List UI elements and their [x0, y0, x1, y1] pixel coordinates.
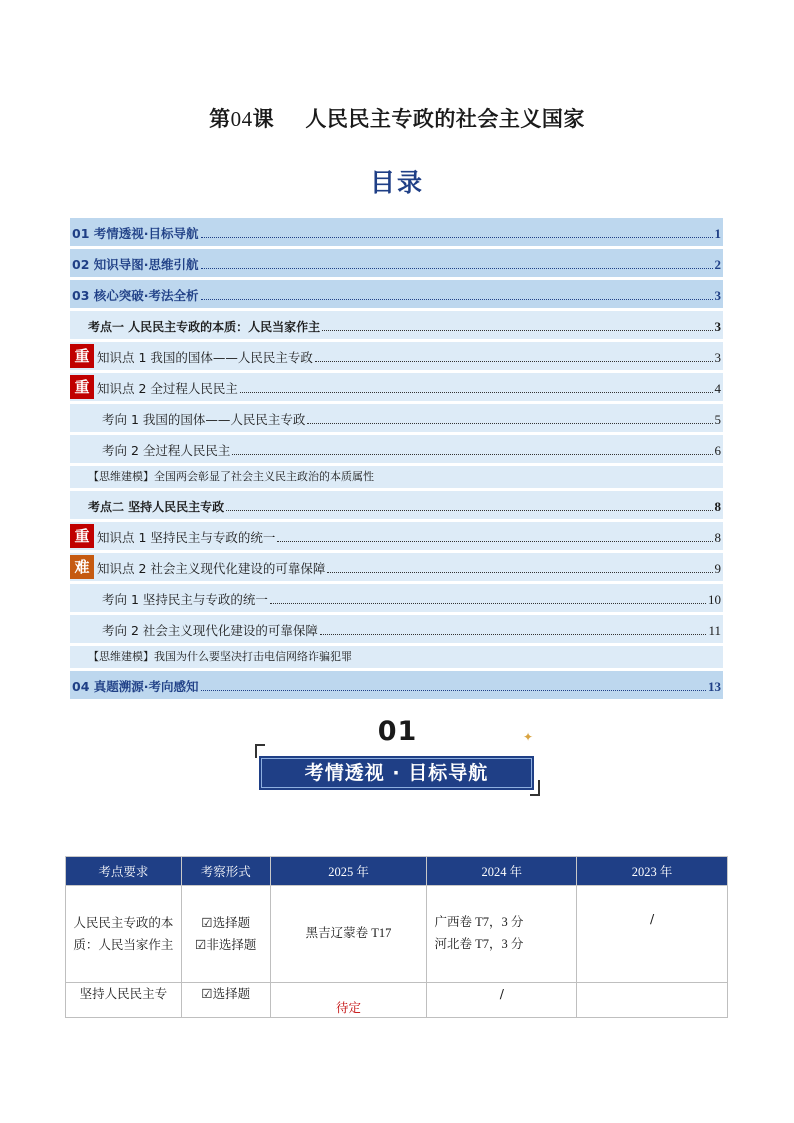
toc-entry[interactable]	[70, 280, 723, 308]
toc-entry-label: 【思维建模】全国两会彰显了社会主义民主政治的本质属性	[88, 470, 374, 483]
document-title: 第04课 人民民主专政的社会主义国家	[209, 107, 585, 131]
year-2025-cell: 黑吉辽蒙卷 T17	[270, 886, 427, 983]
toc-entry-label: 考向 2 全过程人民民主	[102, 443, 231, 458]
toc-page-number: 11	[708, 623, 721, 638]
section-title: 考情透视 · 目标导航	[304, 762, 489, 784]
header-cell: 2025 年	[270, 857, 427, 886]
key-point-tag: 重	[70, 524, 94, 548]
toc-heading: 目录	[369, 168, 424, 197]
dot-leader	[277, 541, 712, 542]
dot-leader	[232, 454, 712, 455]
toc-entry[interactable]	[70, 491, 723, 519]
toc-entry[interactable]	[70, 404, 723, 432]
dot-leader	[327, 572, 712, 573]
table-row	[66, 886, 728, 983]
toc-entry-label: 04 真题溯源·考向感知	[72, 679, 199, 694]
year-2023-cell	[577, 983, 728, 1018]
dot-leader	[322, 330, 712, 331]
toc-entry-label: 01 考情透视·目标导航	[72, 226, 199, 241]
toc-page-number: 13	[708, 679, 721, 694]
toc-entry-label: 02 知识导图·思维引航	[72, 257, 199, 272]
toc-entry[interactable]	[70, 615, 723, 643]
form-cell: ☑选择题 ☑非选择题	[181, 886, 270, 983]
sparkle-icon: ✦	[523, 730, 534, 744]
toc-page-number: 4	[714, 381, 721, 396]
table-of-contents	[70, 218, 723, 702]
year-2024-cell: /	[427, 983, 577, 1018]
dot-leader	[315, 361, 713, 362]
year-2024-cell: 广西卷 T7，3 分 河北卷 T7，3 分	[427, 886, 577, 983]
toc-entry[interactable]	[70, 522, 723, 550]
header-cell: 2023 年	[577, 857, 728, 886]
toc-page-number: 8	[714, 499, 721, 514]
toc-entry[interactable]	[70, 311, 723, 339]
toc-entry-label: 【思维建模】我国为什么要坚决打击电信网络诈骗犯罪	[88, 650, 352, 663]
toc-page-number: 3	[714, 319, 721, 334]
form-cell: ☑选择题	[181, 983, 270, 1018]
year-2025-cell: 待定	[270, 983, 427, 1018]
year-2023-cell: /	[577, 886, 728, 983]
toc-page-number: 2	[714, 257, 721, 272]
header-cell: 2024 年	[427, 857, 577, 886]
dot-leader	[201, 237, 713, 238]
dot-leader	[307, 423, 712, 424]
toc-entry-label: 考点一 人民民主专政的本质：人民当家作主	[88, 320, 321, 334]
toc-entry[interactable]	[70, 342, 723, 370]
toc-entry-label: 考向 1 我国的国体——人民民主专政	[102, 412, 306, 427]
topic-cell: 人民民主专政的本质：人民当家作主	[66, 886, 182, 983]
toc-page-number: 3	[714, 288, 721, 303]
toc-entry[interactable]	[70, 646, 723, 668]
toc-entry[interactable]	[70, 249, 723, 277]
toc-page-number: 8	[714, 530, 721, 545]
exam-analysis-table	[65, 856, 728, 1018]
toc-page-number: 5	[714, 412, 721, 427]
toc-entry-label: 考向 1 坚持民主与专政的统一	[102, 592, 268, 607]
dot-leader	[270, 603, 706, 604]
table-row	[66, 983, 728, 1018]
dot-leader	[320, 634, 707, 635]
toc-entry-label: 考点二 坚持人民民主专政	[88, 500, 225, 514]
toc-entry[interactable]	[70, 466, 723, 488]
toc-entry[interactable]	[70, 553, 723, 581]
toc-entry[interactable]	[70, 671, 723, 699]
toc-entry-label: 考向 2 社会主义现代化建设的可靠保障	[102, 623, 318, 638]
toc-entry-label: 知识点 2 社会主义现代化建设的可靠保障	[97, 561, 326, 576]
key-point-tag: 重	[70, 375, 94, 399]
dot-leader	[226, 510, 712, 511]
dot-leader	[201, 299, 713, 300]
dot-leader	[201, 268, 713, 269]
difficult-tag: 难	[70, 555, 94, 579]
toc-entry-label: 03 核心突破·考法全析	[72, 288, 199, 303]
table-header-row	[66, 857, 728, 886]
topic-cell: 坚持人民民主专	[66, 983, 182, 1018]
toc-page-number: 6	[714, 443, 721, 458]
toc-entry[interactable]	[70, 373, 723, 401]
header-cell: 考察形式	[181, 857, 270, 886]
header-cell: 考点要求	[66, 857, 182, 886]
toc-entry[interactable]	[70, 584, 723, 612]
toc-page-number: 3	[714, 350, 721, 365]
dot-leader	[240, 392, 713, 393]
toc-page-number: 10	[708, 592, 721, 607]
dot-leader	[201, 690, 707, 691]
toc-entry-label: 知识点 1 坚持民主与专政的统一	[97, 530, 276, 545]
toc-entry-label: 知识点 1 我国的国体——人民民主专政	[97, 350, 313, 365]
section-badge	[255, 716, 540, 798]
toc-entry[interactable]	[70, 435, 723, 463]
toc-page-number: 9	[714, 561, 721, 576]
section-number: 01	[377, 716, 418, 747]
section-title-box	[259, 756, 534, 790]
toc-page-number: 1	[714, 226, 721, 241]
corner-bracket-decoration	[530, 780, 540, 796]
key-point-tag: 重	[70, 344, 94, 368]
toc-entry-label: 知识点 2 全过程人民民主	[97, 381, 238, 396]
toc-entry[interactable]	[70, 218, 723, 246]
